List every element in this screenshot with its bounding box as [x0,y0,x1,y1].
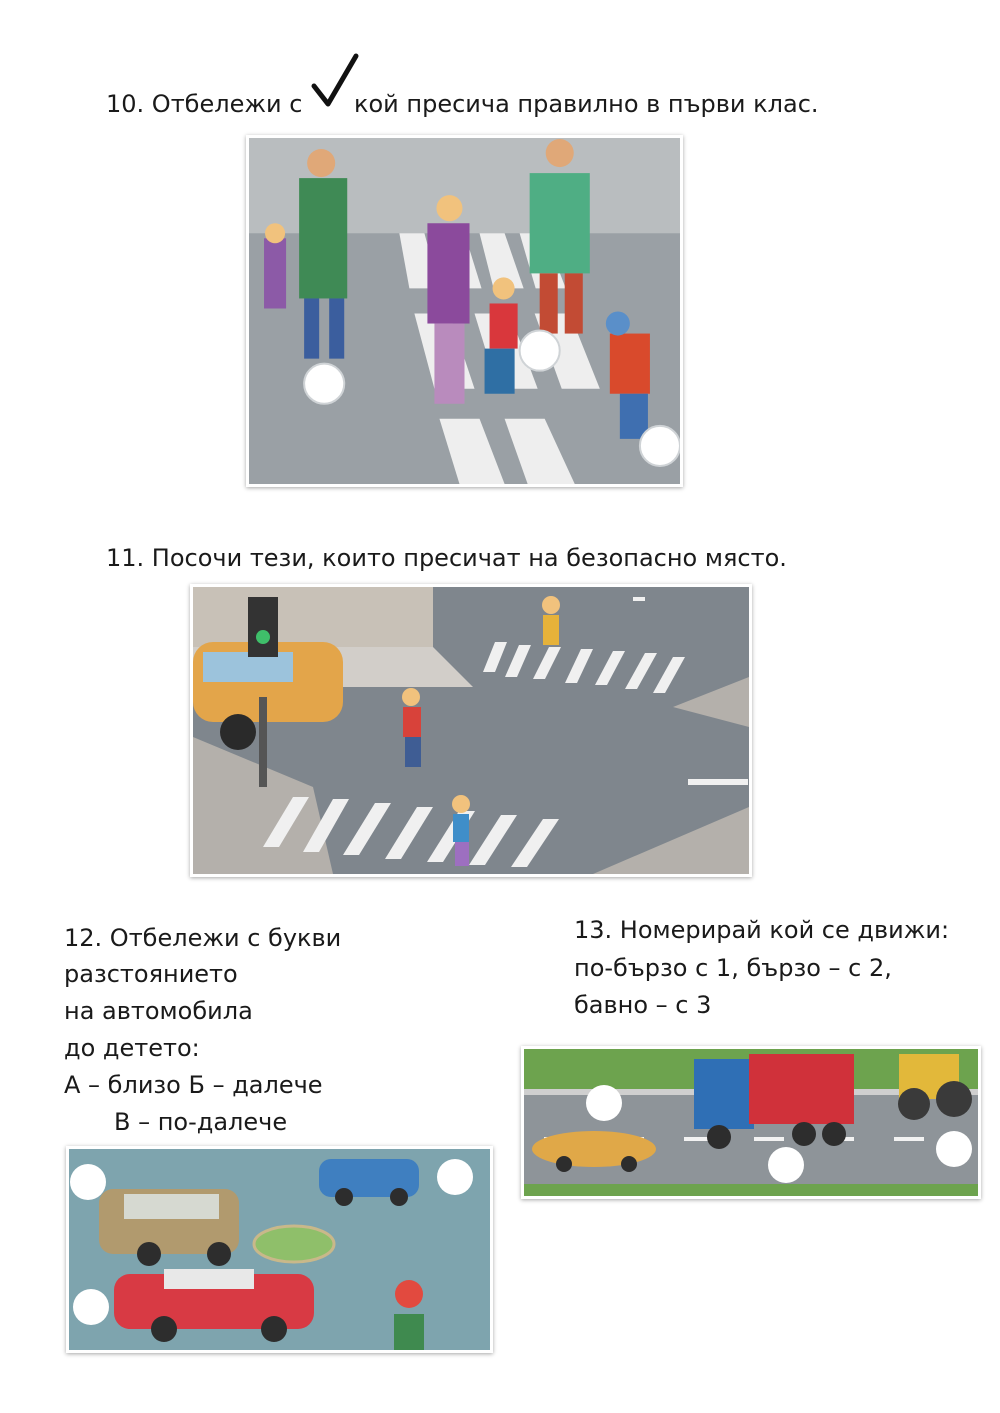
task12-line-5: А – близо Б – далече [64,1071,323,1099]
task10-text-after: кой пресича правилно в първи клас. [354,90,819,118]
checkmark-icon [310,52,360,112]
task12-line-6: В – по-далече [114,1108,288,1136]
task13-line-3: бавно – с 3 [574,991,712,1019]
task12-line-3: на автомобила [64,997,253,1025]
task13-line-2: по-бързо с 1, бързо – с 2, [574,954,892,982]
task13-line-1: 13. Номерирай кой се движи: [574,916,950,944]
intersection-image [190,584,752,877]
task10-text-before: 10. Отбележи с [106,90,303,118]
crossing-family-image [246,135,683,487]
task12-line-4: до детето: [64,1034,200,1062]
task12-line-2: разстоянието [64,960,238,988]
task12-line-1: 12. Отбележи с букви [64,924,342,952]
vehicle-speed-image [521,1046,981,1199]
task11-text: 11. Посочи тези, които пресичат на безопасно място. [106,544,787,572]
car-distance-image [66,1146,493,1353]
